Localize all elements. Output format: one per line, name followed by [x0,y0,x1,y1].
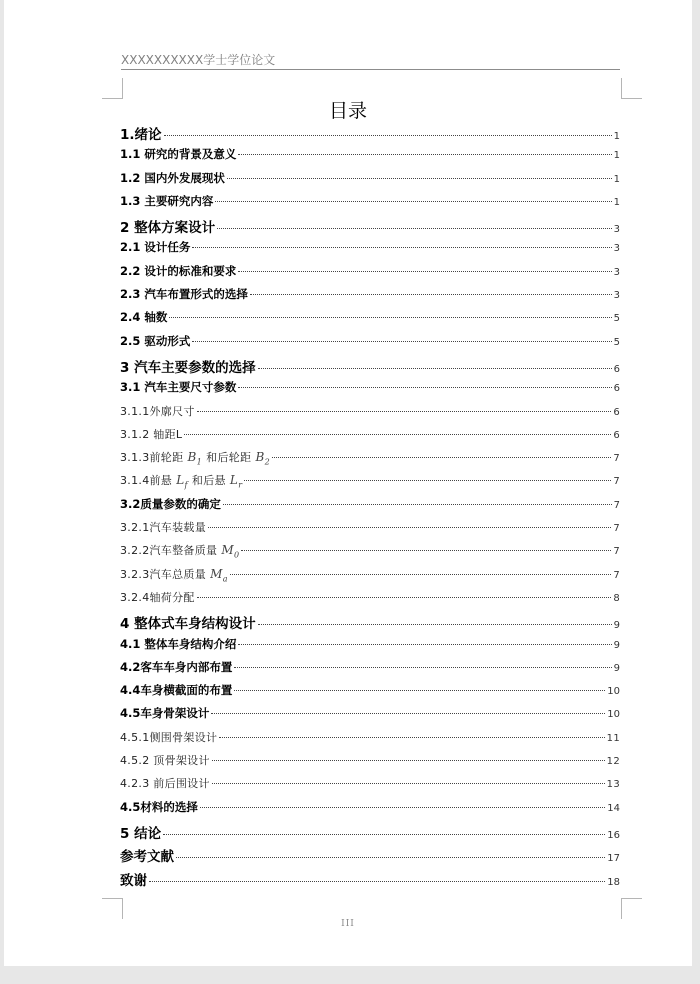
math-symbol: $M_0$ [221,543,240,560]
toc-entry-label: 3.2.2汽车整备质量 $M_0$ [120,543,240,560]
toc-entry[interactable] [120,193,620,216]
toc-entry[interactable] [120,170,620,193]
crop-mark-bottom-right [621,898,642,919]
toc-page-number: 9 [613,639,620,651]
dot-leader [238,644,611,645]
toc-entry[interactable] [120,799,620,822]
crop-mark-bottom-left [102,898,123,919]
toc-page-number: 6 [613,383,620,395]
toc-entry-label: 5 结论 [120,825,162,842]
toc-entry[interactable] [120,659,620,682]
toc-entry-label: 4 整体式车身结构设计 [120,616,256,633]
math-symbol: $L_f$ [176,473,188,490]
dot-leader [258,368,612,369]
dot-leader [164,135,612,136]
dot-leader [149,881,605,882]
toc-entry-label: 参考文献 [120,849,174,866]
toc-entry[interactable] [120,216,620,239]
dot-leader [208,527,611,528]
header-rule [121,69,620,70]
toc-page-number: 3 [613,224,620,236]
toc-page-number: 3 [613,243,620,255]
toc-entry-label: 3.1.2 轴距L [120,427,183,441]
toc-page-number: 7 [613,499,620,511]
toc-entry-label: 3 汽车主要参数的选择 [120,359,256,376]
toc-entry[interactable] [120,263,620,286]
toc-title: 目录 [328,100,367,122]
dot-leader [200,807,605,808]
dot-leader [192,247,611,248]
table-of-contents [120,123,620,892]
dot-leader [241,550,611,551]
toc-entry[interactable] [120,682,620,705]
dot-leader [184,434,611,435]
toc-entry-label: 2.2 设计的标准和要求 [120,263,237,278]
dot-leader [238,271,611,272]
toc-entry[interactable] [120,589,620,612]
toc-page-number: 17 [607,853,620,865]
toc-page-number: 12 [606,756,620,768]
toc-entry-label: 4.5.1侧围骨架设计 [120,730,218,744]
dot-leader [223,504,612,505]
dot-leader [163,834,605,835]
toc-entry[interactable] [120,309,620,332]
toc-entry-label: 3.1.3前轮距 $B_1$ 和后轮距 $B_2$ [120,450,270,467]
toc-entry[interactable] [120,472,620,495]
toc-page-number: 5 [613,336,620,348]
toc-entry[interactable] [120,752,620,775]
dot-leader [217,228,612,229]
toc-entry[interactable] [120,146,620,169]
toc-page-number: 7 [613,476,620,488]
math-symbol: $M_a$ [210,566,228,584]
dot-leader [238,154,611,155]
toc-entry[interactable] [120,356,620,379]
toc-entry-label: 3.2质量参数的确定 [120,496,221,511]
dot-leader [244,480,611,481]
toc-entry-label: 1.绪论 [120,127,162,143]
dot-leader [227,178,612,179]
toc-entry[interactable] [120,775,620,798]
toc-page-number: 7 [613,569,620,581]
toc-page-number: 9 [613,620,620,632]
math-symbol: $B_1$ [187,450,203,467]
dot-leader [230,574,612,575]
toc-entry[interactable] [120,845,620,868]
toc-entry-label: 3.2.4轴荷分配 [120,590,195,604]
toc-entry[interactable] [120,333,620,356]
toc-entry-label: 4.1 整体车身结构介绍 [120,636,237,651]
toc-entry-label: 2.3 汽车布置形式的选择 [120,287,248,302]
dot-leader [238,387,611,388]
toc-entry-label: 2.5 驱动形式 [120,333,191,348]
toc-page-number: 7 [613,546,620,558]
dot-leader [250,294,612,295]
dot-leader [234,690,605,691]
dot-leader [234,667,611,668]
dot-leader [272,457,611,458]
toc-entry[interactable] [120,286,620,309]
toc-entry[interactable] [120,449,620,472]
dot-leader [211,713,605,714]
toc-entry[interactable] [120,426,620,449]
toc-entry-label: 1.3 主要研究内容 [120,193,214,208]
dot-leader [169,317,611,318]
dot-leader [215,201,611,202]
toc-page-number: 5 [613,313,620,325]
toc-entry-label: 2.1 设计任务 [120,240,191,255]
toc-page-number: 7 [613,523,620,535]
toc-entry[interactable] [120,379,620,402]
toc-page-number: 10 [607,709,620,721]
toc-page-number: 6 [613,429,620,441]
toc-entry-label: 致谢 [120,872,147,889]
toc-entry-label: 3.1.4前悬 $L_f$ 和后悬 $L_r$ [120,473,243,490]
toc-entry-label: 3.1 汽车主要尺寸参数 [120,380,237,395]
toc-page-number: 1 [613,196,620,208]
dot-leader [212,760,605,761]
toc-entry[interactable] [120,636,620,659]
toc-entry[interactable] [120,729,620,752]
toc-entry-label: 4.5材料的选择 [120,799,198,814]
dot-leader [197,411,612,412]
math-symbol: $B_2$ [255,450,270,467]
dot-leader [212,783,605,784]
toc-page-number: 9 [613,662,620,674]
dot-leader [176,857,605,858]
toc-entry[interactable] [120,542,620,565]
toc-entry-label: 2.4 轴数 [120,310,168,325]
toc-entry-label: 3.2.1汽车装载量 [120,521,206,535]
toc-page-number: 16 [607,829,620,841]
toc-entry-label: 4.5车身骨架设计 [120,706,210,721]
toc-entry[interactable] [120,123,620,146]
toc-entry-label: 1.1 研究的背景及意义 [120,147,237,162]
toc-page-number: 13 [606,779,620,791]
toc-page-number: 7 [613,453,620,465]
toc-entry[interactable] [120,612,620,635]
toc-entry[interactable] [120,239,620,262]
toc-entry-label: 4.5.2 顶骨架设计 [120,754,210,768]
toc-entry-label: 2 整体方案设计 [120,220,216,237]
toc-entry[interactable] [120,869,620,892]
toc-page-number: 18 [607,876,620,888]
toc-entry[interactable] [120,822,620,845]
toc-page-number: 10 [607,686,620,698]
toc-entry-label: 3.1.1外廓尺寸 [120,404,195,418]
toc-entry[interactable] [120,496,620,519]
toc-page-number: 8 [613,592,620,604]
toc-page-number: 11 [606,732,620,744]
document-page [4,0,692,966]
toc-entry-label: 4.4车身横截面的布置 [120,683,233,698]
dot-leader [258,624,612,625]
toc-entry[interactable] [120,519,620,542]
dot-leader [192,341,611,342]
toc-page-number: 1 [613,131,620,142]
toc-page-number: 3 [613,266,620,278]
dot-leader [219,737,604,738]
toc-page-number: 3 [613,290,620,302]
toc-entry[interactable] [120,566,620,589]
toc-entry-label: 4.2客车车身内部布置 [120,659,233,674]
toc-page-number: 6 [613,363,620,375]
toc-entry[interactable] [120,705,620,728]
toc-page-number: 1 [613,150,620,162]
toc-entry-label: 3.2.3汽车总质量 $M_a$ [120,566,228,584]
toc-page-number: 6 [613,406,620,418]
dot-leader [197,597,612,598]
toc-entry[interactable] [120,403,620,426]
toc-page-number: 14 [607,802,620,814]
page-header: XXXXXXXXXX学士学位论文 [121,53,276,67]
toc-entry-label: 4.2.3 前后围设计 [120,777,210,791]
toc-page-number: 1 [613,173,620,185]
page-number: III [341,919,355,929]
math-symbol: $L_r$ [229,473,243,490]
toc-entry-label: 1.2 国内外发展现状 [120,170,225,185]
